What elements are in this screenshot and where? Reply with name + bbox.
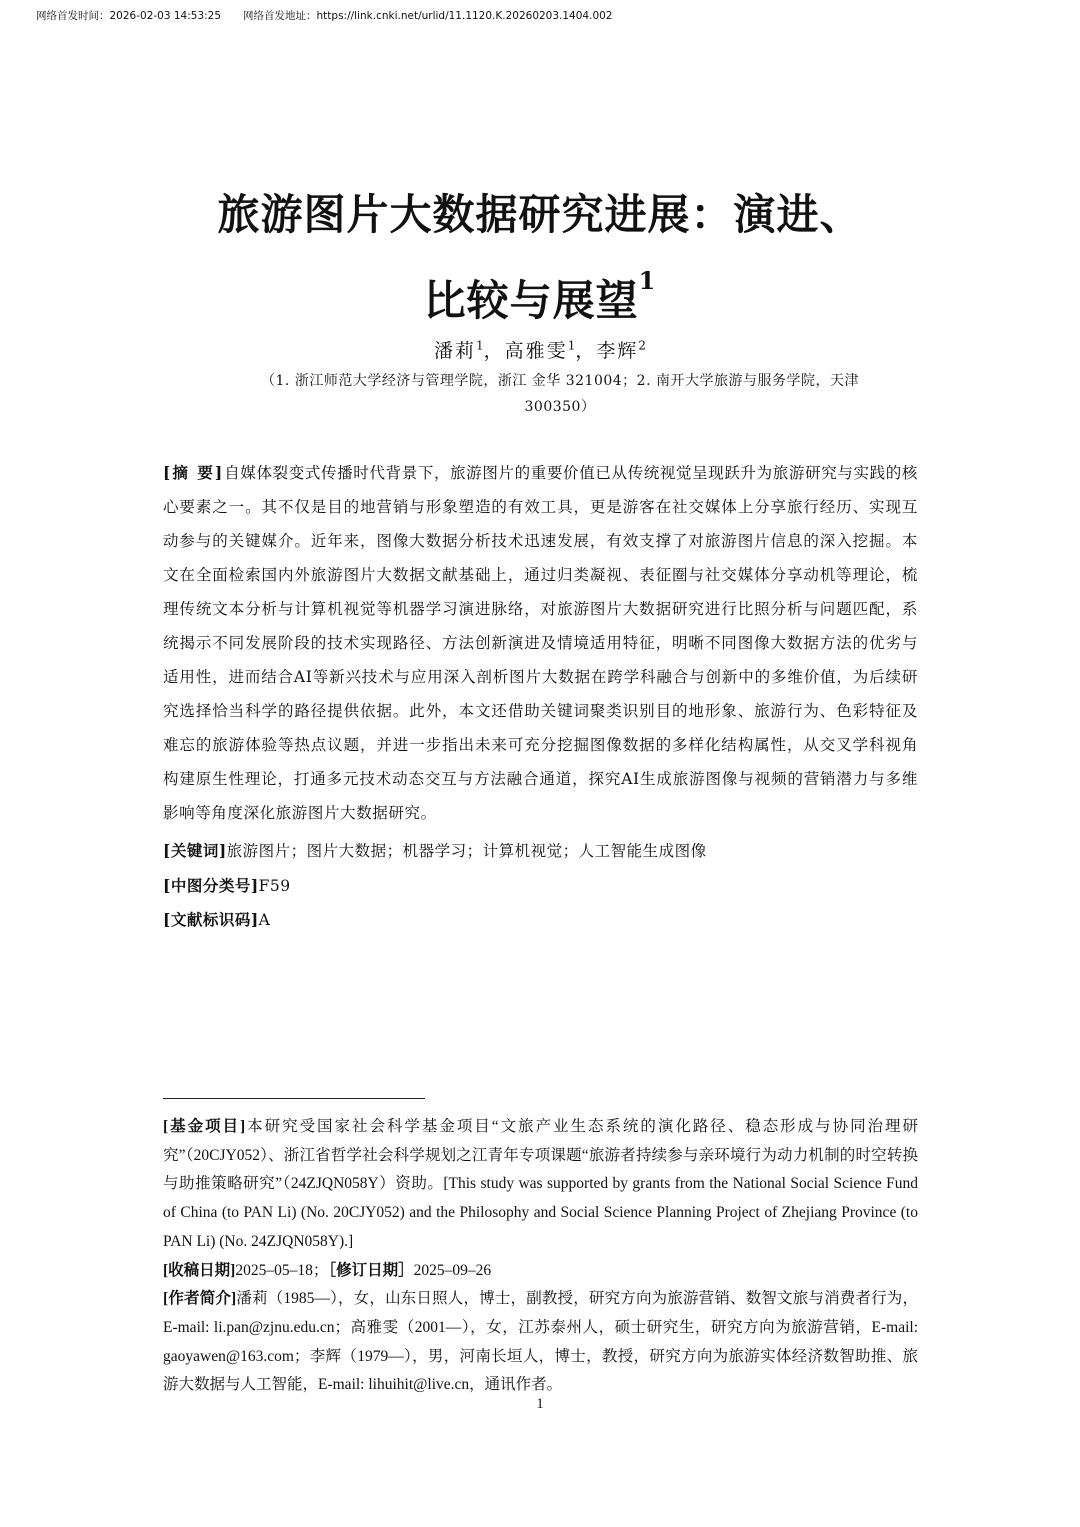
document-code (163, 908, 270, 930)
abstract (163, 456, 918, 830)
affiliations: （1. 浙江师范大学经济与管理学院，浙江 金华 321004；2. 南开大学旅游与服务学院，天津 300350） (261, 373, 859, 415)
pub-url-label: 网络首发地址： (243, 10, 317, 22)
author-separator: ， (483, 340, 505, 362)
author-name: 李辉 (596, 340, 639, 362)
paper-title-line-1: 旅游图片大数据研究进展：演进、 (217, 190, 863, 239)
dates-note (163, 1257, 918, 1286)
author-separator: ， (575, 340, 597, 362)
author-bio-note (163, 1285, 918, 1400)
author-bio-label: [作者简介] (163, 1290, 237, 1308)
paper-title-line-2-text: 比较与展望 (423, 276, 639, 325)
author-name: 潘莉 (434, 340, 477, 362)
pub-time-label: 网络首发时间： (36, 10, 110, 22)
clc-number (163, 874, 291, 896)
keywords-label: [关键词] (163, 841, 227, 860)
author-affil-mark: 1 (567, 338, 576, 353)
footnote-divider (163, 1098, 425, 1099)
author-name: 高雅雯 (504, 340, 568, 362)
author-bio-text: 潘莉（1985—），女，山东日照人，博士，副教授，研究方向为旅游营销、数智文旅与消费者行为，E-mail: li.pan@zjnu.edu.cn；高雅雯（2001—），女，江苏泰州人，硕士研究生，研究方向为旅游营销，E-mail: gaoyawen@163.com；李辉（1979—），男，河南长垣人，博士，教授，研究方向为旅游实体经济数智助推、旅游大数据与人工智能，E-mail: lihuihit@live.cn，通讯作者。 (163, 1290, 918, 1394)
abstract-label: [摘 要] (163, 463, 225, 482)
clc-label: [中图分类号] (163, 876, 259, 895)
fund-note (163, 1113, 918, 1257)
paper-title-line-2 (0, 268, 1080, 328)
author-list (0, 336, 1080, 363)
received-date: 2025–05–18； (235, 1261, 329, 1279)
keywords (163, 839, 707, 861)
page-number: 1 (536, 1396, 544, 1412)
clc-text: F59 (258, 877, 291, 895)
received-label: [收稿日期] (163, 1261, 236, 1279)
author-affil-mark: 2 (638, 338, 646, 353)
author-affil-mark: 1 (476, 338, 484, 353)
doc-code-text: A (258, 911, 271, 929)
keywords-text: 旅游图片；图片大数据；机器学习；计算机视觉；人工智能生成图像 (226, 842, 707, 860)
pub-url[interactable]: https://link.cnki.net/urlid/11.1120.K.20260203.1404.002 (316, 10, 613, 22)
fund-text: 本研究受国家社会科学基金项目“文旅产业生态系统的演化路径、稳态形成与协同治理研究”（20CJY052）、浙江省哲学社会科学规划之江青年专项课题“旅游者持续参与亲环境行为动力机制的时空转换与助推策略研究”（24ZJQN058Y）资助。[This study was supported by grants from the National Social Science Fund of China (to PAN Li) (No. 20CJY052) and the Philosophy and Social Science Planning Project of Zhejiang Province (to PAN Li) (No. 24ZJQN058Y).] (163, 1118, 918, 1250)
abstract-text: 自媒体裂变式传播时代背景下，旅游图片的重要价值已从传统视觉呈现跃升为旅游研究与实践的核心要素之一。其不仅是目的地营销与形象塑造的有效工具，更是游客在社交媒体上分享旅行经历、实现互动参与的关键媒介。近年来，图像大数据分析技术迅速发展，有效支撑了对旅游图片信息的深入挖掘。本文在全面检索国内外旅游图片大数据文献基础上，通过归类凝视、表征圈与社交媒体分享动机等理论，梳理传统文本分析与计算机视觉等机器学习演进脉络，对旅游图片大数据研究进行比照分析与问题匹配，系统揭示不同发展阶段的技术实现路径、方法创新演进及情境适用特征，明晰不同图像大数据方法的优劣与适用性，进而结合AI等新兴技术与应用深入剖析图片大数据在跨学科融合与创新中的多维价值，为后续研究选择恰当科学的路径提供依据。此外，本文还借助关键词聚类识别目的地形象、旅游行为、色彩特征及难忘的旅游体验等热点议题，并进一步指出未来可充分挖掘图像数据的多样化结构属性，从交叉学科视角构建原生性理论，打通多元技术动态交互与方法融合通道，探究AI生成旅游图像与视频的营销潜力与多维影响等角度深化旅游图片大数据研究。 (163, 464, 918, 822)
title-footnote-mark: 1 (638, 266, 657, 295)
footnotes (163, 1113, 918, 1400)
revised-date: 2025–09–26 (413, 1261, 492, 1279)
revised-label: ［修订日期］ (328, 1261, 414, 1279)
pub-time: 2026-02-03 14:53:25 (109, 10, 222, 22)
fund-label: [基金项目] (163, 1118, 246, 1135)
doc-code-label: [文献标识码] (163, 910, 259, 929)
publication-meta (36, 8, 612, 23)
